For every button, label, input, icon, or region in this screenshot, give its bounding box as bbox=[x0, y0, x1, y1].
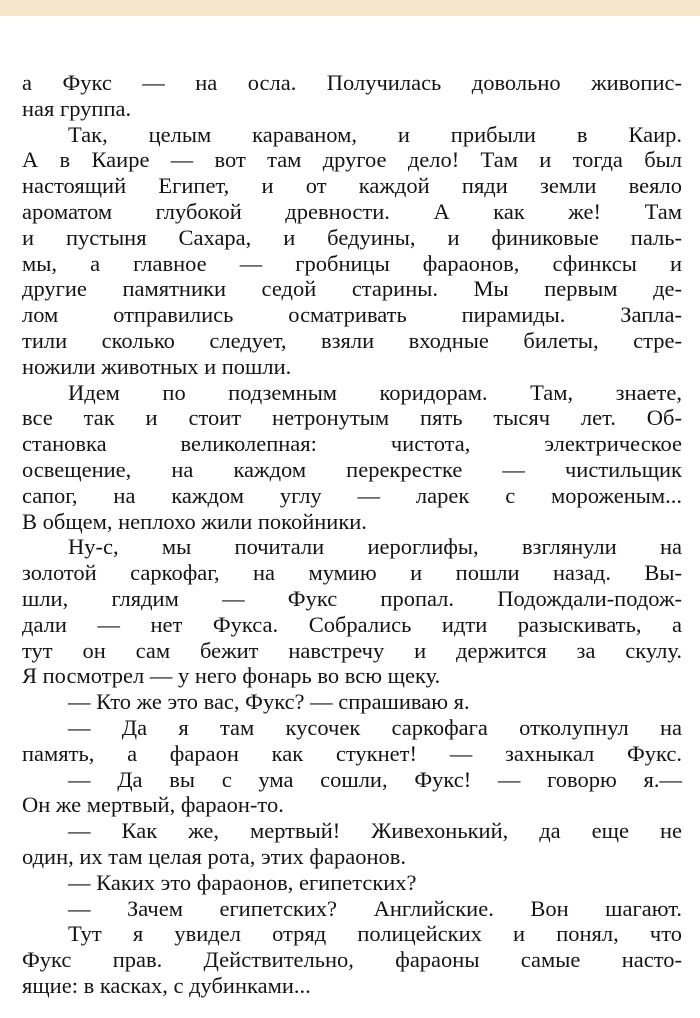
text-line: золотой саркофаг, на мумию и пошли назад. Вы- bbox=[22, 560, 682, 586]
text-line: дали — нет Фукса. Собрались идти разыскивать, а bbox=[22, 611, 682, 637]
text-line: ароматом глубокой древности. А как же! Там bbox=[22, 198, 682, 224]
text-line: все так и стоит нетронутым пять тысяч лет. Об- bbox=[22, 405, 682, 431]
text-line: лом отправились осматривать пирамиды. Запла- bbox=[22, 302, 682, 328]
text-line: — Да вы с ума сошли, Фукс! — говорю я.— bbox=[68, 766, 682, 792]
text-line: один, их там целая рота, этих фараонов. bbox=[22, 843, 407, 869]
text-line: Он же мертвый, фараон-то. bbox=[22, 792, 284, 818]
text-line: Идем по подземным коридорам. Там, знаете, bbox=[68, 379, 682, 405]
text-line: настоящий Египет, и от каждой пяди земли веяло bbox=[22, 173, 682, 199]
text-line: и пустыня Сахара, и бедуины, и финиковые паль- bbox=[22, 224, 682, 250]
text-line: Тут я увидел отряд полицейских и понял, что bbox=[68, 921, 682, 947]
text-line: а Фукс — на осла. Получилась довольно живопис- bbox=[22, 70, 682, 95]
text-line: шли, глядим — Фукс пропал. Подождали-подож- bbox=[22, 585, 682, 611]
text-line: — Да я там кусочек саркофага отколупнул на bbox=[68, 714, 682, 740]
text-line: ящие: в касках, с дубинками... bbox=[22, 972, 311, 998]
top-band bbox=[0, 0, 700, 16]
text-line: ножили животных и пошли. bbox=[22, 353, 292, 379]
text-line: ная группа. bbox=[22, 95, 132, 121]
text-line: тут он сам бежит навстречу и держится за скулу. bbox=[22, 637, 682, 663]
text-line: становка великолепная: чистота, электрическое bbox=[22, 431, 682, 457]
text-line: — Кто же это вас, Фукс? — спрашиваю я. bbox=[68, 689, 470, 715]
text-line: В общем, неплохо жили покойники. bbox=[22, 508, 367, 534]
text-line: — Каких это фараонов, египетских? bbox=[68, 869, 417, 895]
text-line: память, а фараон как стукнет! — захныкал Фукс. bbox=[22, 740, 682, 766]
text-line: Так, целым караваном, и прибыли в Каир. bbox=[68, 121, 682, 147]
text-line: — Зачем египетских? Английские. Вон шагают. bbox=[68, 895, 682, 921]
page-text bbox=[22, 70, 682, 999]
text-line: другие памятники седой старины. Мы первым де- bbox=[22, 276, 682, 302]
text-line: Ну-с, мы почитали иероглифы, взглянули на bbox=[68, 534, 682, 560]
text-line: сапог, на каждом углу — ларек с мороженым... bbox=[22, 482, 682, 508]
text-line: тили сколько следует, взяли входные билеты, стре- bbox=[22, 327, 682, 353]
text-line: освещение, на каждом перекрестке — чистильщик bbox=[22, 456, 682, 482]
text-line: Фукс прав. Действительно, фараоны самые насто- bbox=[22, 947, 682, 973]
text-line: мы, а главное — гробницы фараонов, сфинксы и bbox=[22, 250, 682, 276]
text-line: — Как же, мертвый! Живехонький, да еще не bbox=[68, 818, 682, 844]
text-line: Я посмотрел — у него фонарь во всю щеку. bbox=[22, 663, 441, 689]
text-line: А в Каире — вот там другое дело! Там и тогда был bbox=[22, 147, 682, 173]
